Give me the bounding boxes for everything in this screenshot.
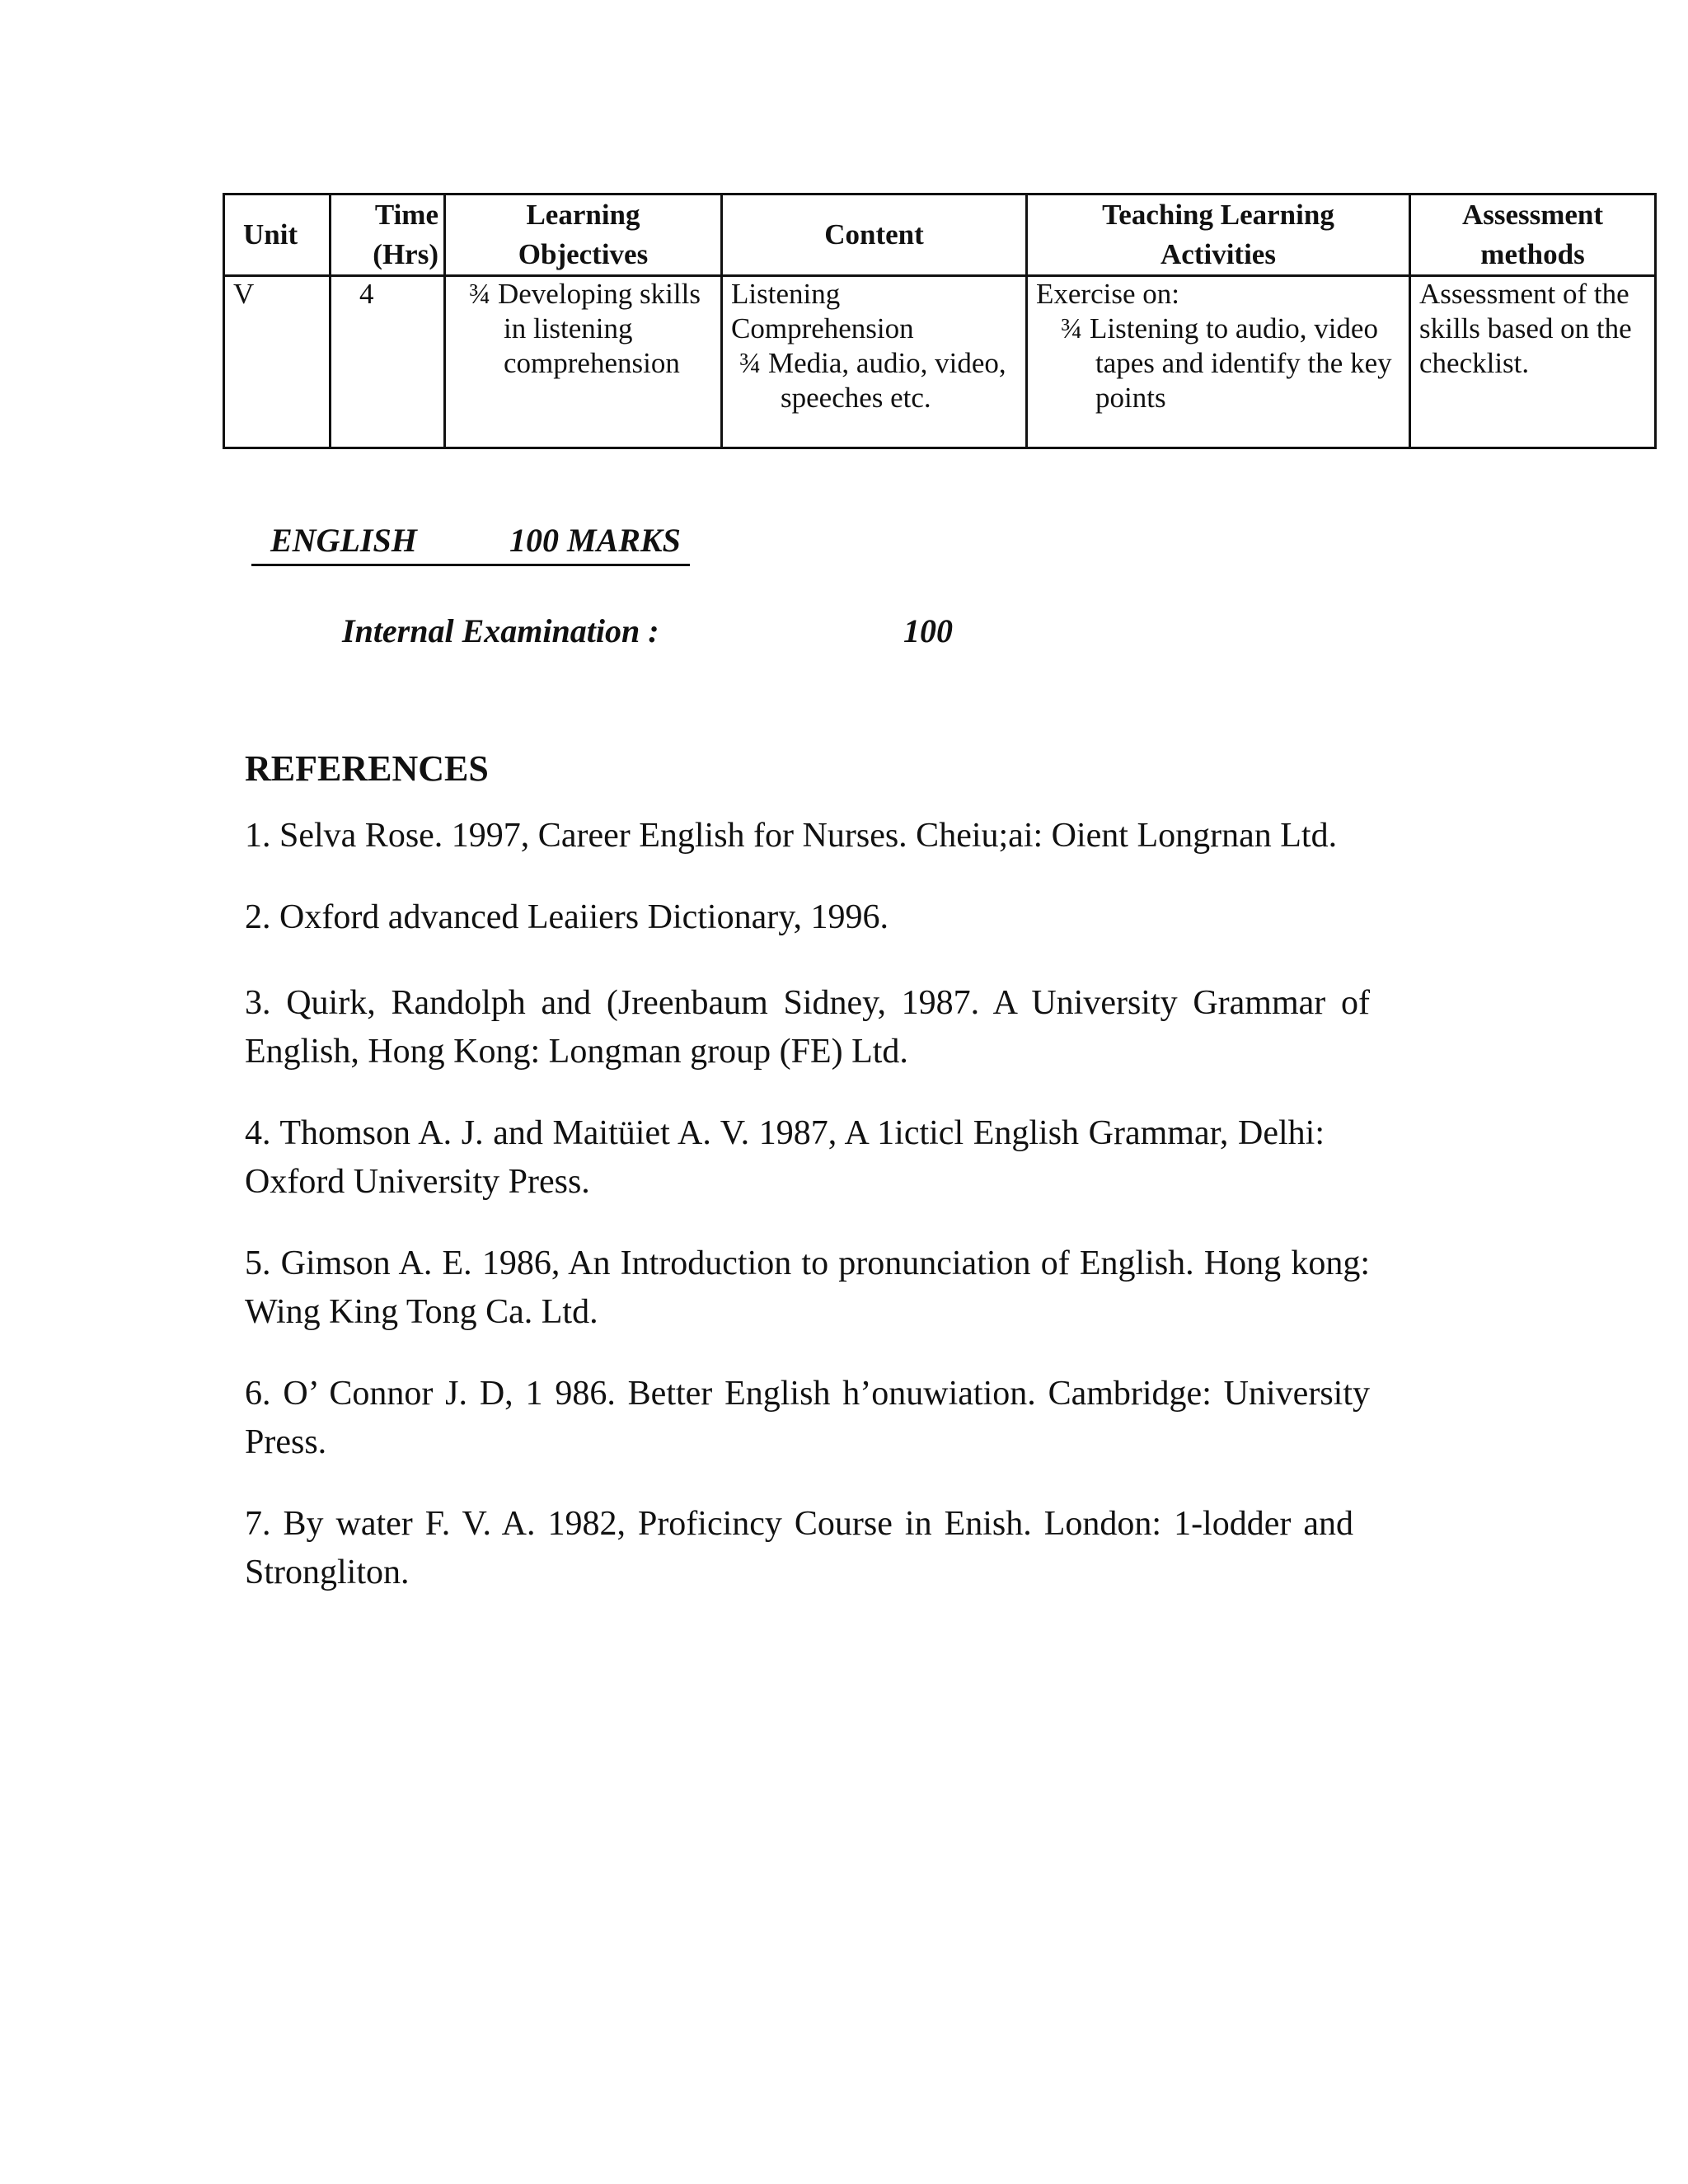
subject-label: ENGLISH [270, 522, 417, 559]
cell-unit: V [224, 276, 331, 448]
reference-item: 2. Oxford advanced Leaiiers Dictionary, 1996. [245, 898, 889, 936]
bullet-marker: ¾ [739, 347, 762, 379]
header-objectives: Learning Objectives [445, 194, 722, 276]
table-row [224, 276, 1656, 448]
cell-content: Listening Comprehension ¾ Media, audio, video, speeches etc. [722, 276, 1027, 448]
header-time: Time (Hrs) [331, 194, 445, 276]
internal-exam-label: Internal Examination : [342, 612, 659, 649]
cell-assessment: Assessment of the skills based on the checklist. [1410, 276, 1656, 448]
cell-time: 4 [331, 276, 445, 448]
bullet-marker: ¾ [469, 278, 491, 310]
reference-item: 5. Gimson A. E. 1986, An Introduction to pronunciation of English. Hong kong: Wing King Tong Ca. Ltd. [245, 1244, 1370, 1331]
header-content: Content [722, 194, 1027, 276]
table-header-row [224, 194, 1656, 276]
reference-item: 7. By water F. V. A. 1982, Proficincy Course in Enish. London: 1-lodder and Strongliton. [245, 1505, 1353, 1591]
internal-exam-value: 100 [903, 612, 953, 649]
references-heading: REFERENCES [245, 748, 489, 789]
cell-objectives: ¾ Developing skills in listening comprehension [445, 276, 722, 448]
header-unit: Unit [224, 194, 331, 276]
header-activities: Teaching Learning Activities [1027, 194, 1410, 276]
cell-activities: Exercise on: ¾ Listening to audio, video tapes and identify the key points [1027, 276, 1410, 448]
reference-item: 4. Thomson A. J. and Maitüiet A. V. 1987, A 1icticl English Grammar, Delhi: Oxford University Press. [245, 1114, 1325, 1201]
header-assessment: Assessment methods [1410, 194, 1656, 276]
syllabus-table [223, 193, 1657, 449]
marks-heading [251, 518, 690, 566]
total-marks: 100 MARKS [509, 522, 681, 559]
reference-item: 3. Quirk, Randolph and (Jreenbaum Sidney, 1987. A University Grammar of English, Hong Kong: Longman group (FE) Ltd. [245, 984, 1370, 1071]
references-list [245, 812, 1370, 1630]
reference-item: 6. O’ Connor J. D, 1 986. Better English h’onuwiation. Cambridge: University Press. [245, 1375, 1370, 1461]
bullet-marker: ¾ [1061, 312, 1083, 344]
reference-item: 1. Selva Rose. 1997, Career English for Nurses. Cheiu;ai: Oient Longrnan Ltd. [245, 817, 1338, 855]
